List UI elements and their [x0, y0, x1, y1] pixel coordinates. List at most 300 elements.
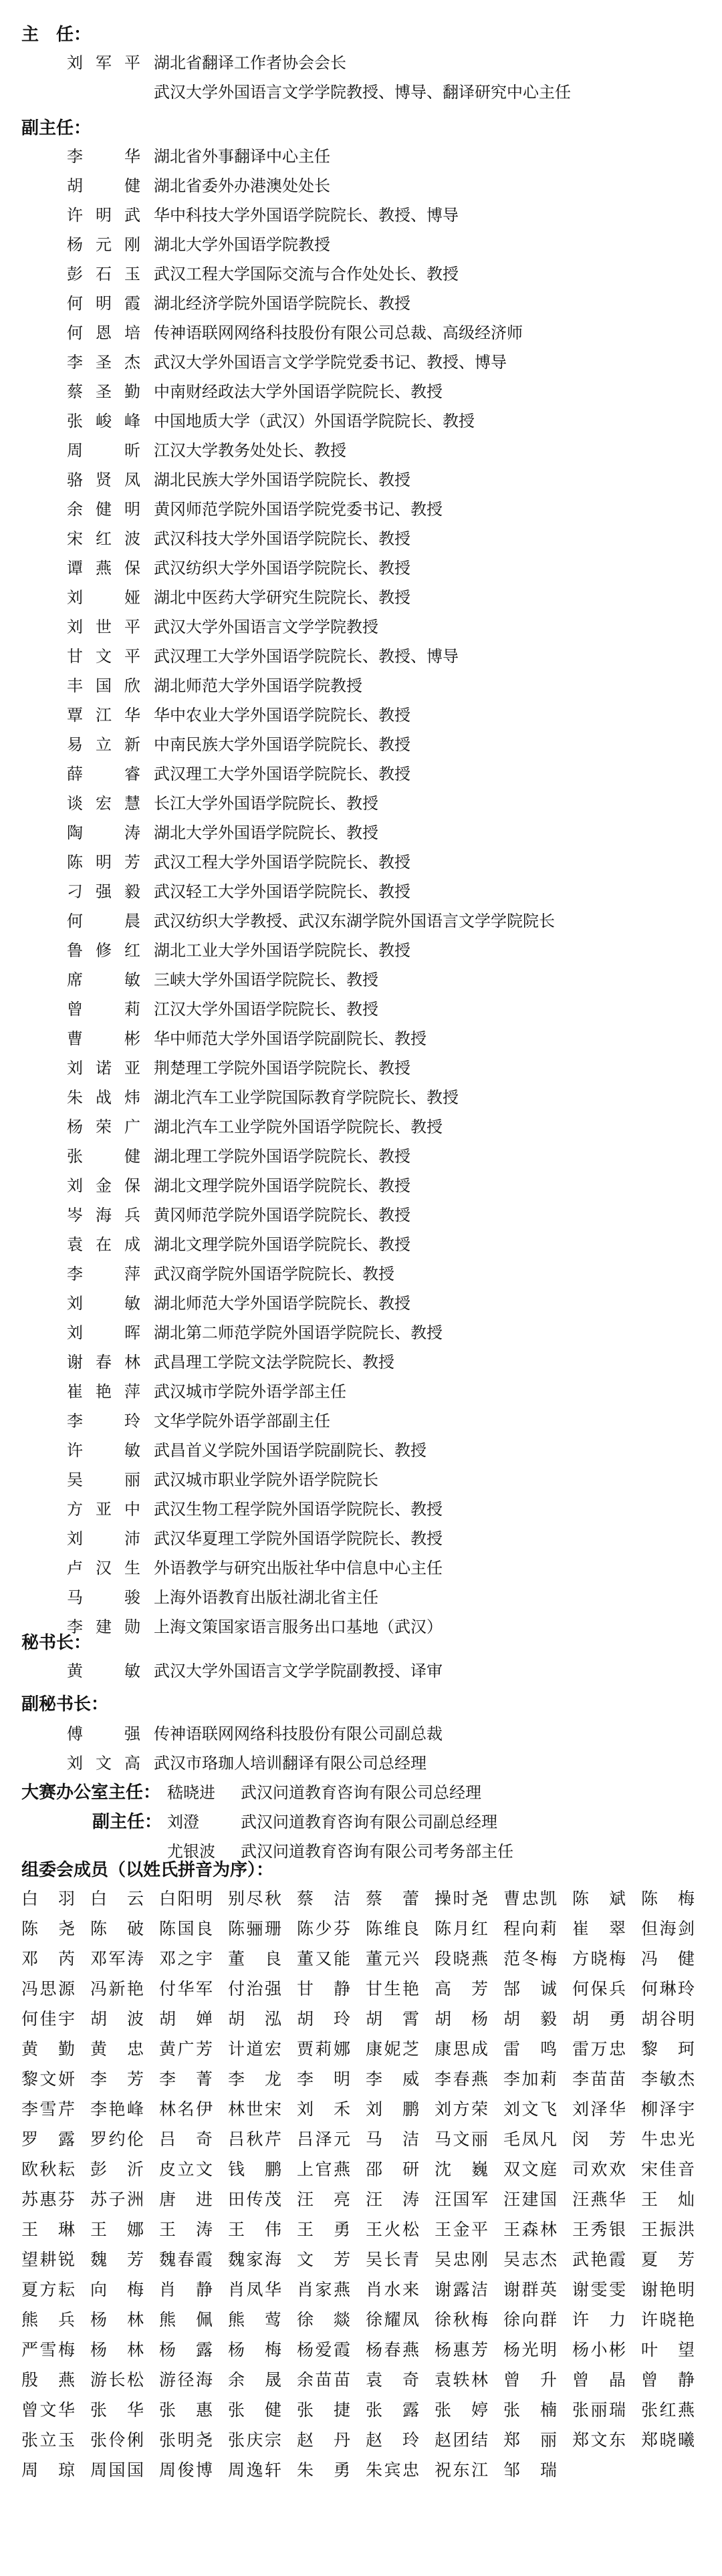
member-name: 武艳霞 [572, 2250, 626, 2269]
vice-chair-title: 华中师范大学外国语学院副院长、教授 [154, 1029, 427, 1048]
vice-chair-title: 中国地质大学（武汉）外国语学院院长、教授 [154, 412, 475, 430]
member-name: 司欢欢 [572, 2160, 626, 2179]
vice-chair-name: 丰国欣 [67, 676, 140, 695]
vice-chair-title: 武昌首义学院外国语学院副院长、教授 [154, 1441, 427, 1460]
vice-chair-name: 薛睿 [67, 765, 140, 783]
office-deputy-label: 副主任： [92, 1812, 162, 1832]
member-name: 甘生艳 [366, 1979, 419, 1999]
member-name: 胡毅 [503, 2009, 557, 2029]
member-name: 邓军涛 [90, 1949, 144, 1968]
member-name: 徐向群 [503, 2310, 557, 2329]
member-name: 徐耀凤 [366, 2310, 419, 2329]
member-name: 赵丹 [297, 2430, 350, 2450]
deputy-secretary-row [0, 1749, 722, 1778]
member-name: 曾静 [641, 2370, 695, 2390]
member-name: 熊佩 [159, 2310, 213, 2329]
member-name: 彭沂 [90, 2160, 144, 2179]
member-name: 曾晶 [572, 2370, 626, 2390]
vice-chair-name: 张健 [67, 1147, 140, 1166]
members-grid [21, 1884, 710, 2485]
member-name: 张楠 [503, 2400, 557, 2420]
member-name: 张庆宗 [228, 2430, 281, 2450]
member-name: 胡玲 [297, 2009, 350, 2029]
member-name: 贾莉娜 [297, 2039, 350, 2059]
vice-chair-name: 袁在成 [67, 1235, 140, 1254]
member-name: 崔翠 [572, 1919, 626, 1938]
member-name: 陈维良 [366, 1919, 419, 1938]
member-name: 游长松 [90, 2370, 144, 2390]
vice-chair-name: 陈明芳 [67, 853, 140, 872]
vice-chair-row [0, 318, 722, 348]
vice-chair-title: 中南民族大学外国语学院院长、教授 [154, 735, 410, 754]
member-name: 肖静 [159, 2280, 213, 2299]
member-name: 黄勤 [21, 2039, 75, 2059]
vice-chair-title: 武汉商学院外国语学院院长、教授 [154, 1265, 394, 1283]
vice-chair-row [0, 289, 722, 318]
member-name: 董良 [228, 1949, 281, 1968]
member-name: 胡谷明 [641, 2009, 695, 2029]
secretary-general-title: 武汉大学外国语言文学学院副教授、译审 [154, 1662, 443, 1680]
vice-chair-row [0, 1524, 722, 1553]
vice-chair-row [0, 553, 722, 583]
deputy-secretary-title: 传神语联网网络科技股份有限公司副总裁 [154, 1724, 443, 1743]
member-name: 杨惠芳 [435, 2340, 488, 2359]
member-name: 余苗苗 [297, 2370, 350, 2390]
member-name: 王勇 [297, 2220, 350, 2239]
member-name: 白云 [90, 1889, 144, 1908]
member-name: 王娜 [90, 2220, 144, 2239]
vice-chair-row [0, 171, 722, 201]
member-name: 何琳玲 [641, 1979, 695, 1999]
vice-chair-name: 何恩培 [67, 324, 140, 342]
member-name: 冯健 [641, 1949, 695, 1968]
member-name: 朱宾忠 [366, 2460, 419, 2480]
vice-chair-title: 荆楚理工学院外国语学院院长、教授 [154, 1059, 410, 1077]
vice-chair-title: 湖北文理学院外国语学院院长、教授 [154, 1176, 410, 1195]
member-name: 刘文飞 [503, 2099, 557, 2119]
vice-chair-row [0, 1171, 722, 1200]
member-name: 祝东江 [435, 2460, 488, 2480]
member-name: 张惠 [159, 2400, 213, 2420]
vice-chair-title: 武汉理工大学外国语学院院长、教授 [154, 765, 410, 783]
member-name: 毛凤凡 [503, 2130, 557, 2149]
member-name: 徐燚 [297, 2310, 350, 2329]
member-name: 杨林 [90, 2310, 144, 2329]
vice-chair-title: 黄冈师范学院外国语学院党委书记、教授 [154, 500, 443, 519]
member-name: 李龙 [228, 2069, 281, 2089]
vice-chair-title: 武汉华夏理工学院外国语学院院长、教授 [154, 1529, 443, 1548]
member-name: 赵玲 [366, 2430, 419, 2450]
vice-chair-title: 湖北第二师范学院外国语学院院长、教授 [154, 1323, 443, 1342]
member-name: 袁奇 [366, 2370, 419, 2390]
member-name: 沈巍 [435, 2160, 488, 2179]
vice-chair-row [0, 671, 722, 700]
member-name: 吕奇 [159, 2130, 213, 2149]
member-name: 李芳 [90, 2069, 144, 2089]
member-name: 甘静 [297, 1979, 350, 1999]
vice-chair-title: 江汉大学外国语学院院长、教授 [154, 1000, 378, 1019]
member-name: 曾文华 [21, 2400, 75, 2420]
member-name: 郜诚 [503, 1979, 557, 1999]
member-name: 陈梅 [641, 1889, 695, 1908]
vice-chair-name: 谢春林 [67, 1353, 140, 1372]
member-name: 张婷 [435, 2400, 488, 2420]
member-name: 胡杨 [435, 2009, 488, 2029]
vice-chair-name: 许敏 [67, 1441, 140, 1460]
member-name: 王涛 [159, 2220, 213, 2239]
vice-chair-title: 湖北汽车工业学院国际教育学院院长、教授 [154, 1088, 459, 1107]
member-name: 张立玉 [21, 2430, 75, 2450]
vice-chair-row [0, 1436, 722, 1465]
vice-chair-name: 曾莉 [67, 1000, 140, 1019]
member-name: 邹瑞 [503, 2460, 557, 2480]
member-name: 陈尧 [21, 1919, 75, 1938]
vice-chair-row [0, 759, 722, 789]
member-name: 谢露洁 [435, 2280, 488, 2299]
member-name: 夏芳 [641, 2250, 695, 2269]
member-name: 黄广芳 [159, 2039, 213, 2059]
member-name: 林世宋 [228, 2099, 281, 2119]
vice-chair-name: 方亚中 [67, 1500, 140, 1519]
vice-chair-row [0, 1230, 722, 1259]
member-name: 苏惠芬 [21, 2190, 75, 2209]
member-name: 唐进 [159, 2190, 213, 2209]
member-name: 蔡洁 [297, 1889, 350, 1908]
member-name: 方晓梅 [572, 1949, 626, 1968]
member-name: 王秀银 [572, 2220, 626, 2239]
vice-chair-title: 湖北经济学院外国语学院院长、教授 [154, 294, 410, 313]
vice-chair-title: 湖北省委外办港澳处处长 [154, 176, 330, 195]
member-name: 刘鹏 [366, 2099, 419, 2119]
member-name: 王火松 [366, 2220, 419, 2239]
vice-chair-name: 张峻峰 [67, 412, 140, 430]
member-name: 李威 [366, 2069, 419, 2089]
vice-chair-row [0, 818, 722, 848]
office-deputy-name: 尤银波 [167, 1842, 215, 1861]
member-name: 罗露 [21, 2130, 75, 2149]
member-name: 邓芮 [21, 1949, 75, 1968]
member-name: 杨林 [90, 2340, 144, 2359]
member-name: 胡泓 [228, 2009, 281, 2029]
members-heading: 组委会成员（以姓氏拼音为序）： [21, 1860, 274, 1880]
vice-chair-title: 湖北中医药大学研究生院院长、教授 [154, 588, 410, 607]
vice-chair-title: 传神语联网网络科技股份有限公司总裁、高级经济师 [154, 324, 523, 342]
member-name: 刘方荣 [435, 2099, 488, 2119]
member-name: 袁轶林 [435, 2370, 488, 2390]
vice-chair-title: 武汉城市学院外语学部主任 [154, 1382, 346, 1401]
member-name: 黎珂 [641, 2039, 695, 2059]
vice-chair-name: 刘世平 [67, 618, 140, 636]
deputy-secretary-name: 刘文高 [67, 1754, 140, 1773]
member-name: 胡波 [90, 2009, 144, 2029]
member-name: 王琳 [21, 2220, 75, 2239]
vice-chair-title: 武汉理工大学外国语学院院长、教授、博导 [154, 647, 459, 666]
member-name: 胡勇 [572, 2009, 626, 2029]
chair-row [0, 48, 722, 78]
member-name: 汪涛 [366, 2190, 419, 2209]
member-name: 严雪梅 [21, 2340, 75, 2359]
chair-title-2: 武汉大学外国语言文学学院教授、博导、翻译研究中心主任 [154, 83, 571, 102]
vice-chair-row [0, 1053, 722, 1083]
chair-row-2 [0, 78, 722, 107]
vice-chair-row [0, 730, 722, 759]
member-name: 陈破 [90, 1919, 144, 1938]
member-name: 杨光明 [503, 2340, 557, 2359]
vice-chair-title: 湖北民族大学外国语学院院长、教授 [154, 471, 410, 489]
vice-chair-row [0, 201, 722, 230]
member-name: 计道宏 [228, 2039, 281, 2059]
member-name: 吕泽元 [297, 2130, 350, 2149]
office-deputy-title: 武汉问道教育咨询有限公司考务部主任 [241, 1842, 513, 1861]
member-name: 谢雯雯 [572, 2280, 626, 2299]
vice-chair-row [0, 1083, 722, 1112]
member-name: 熊莺 [228, 2310, 281, 2329]
member-name: 白阳明 [159, 1889, 213, 1908]
member-name: 康思成 [435, 2039, 488, 2059]
member-name: 张露 [366, 2400, 419, 2420]
vice-chair-name: 余健明 [67, 500, 140, 519]
vice-chair-name: 宋红波 [67, 529, 140, 548]
member-name: 张健 [228, 2400, 281, 2420]
member-name: 范冬梅 [503, 1949, 557, 1968]
vice-chair-name: 刘晖 [67, 1323, 140, 1342]
deputy-secretary-title: 武汉市珞珈人培训翻译有限公司总经理 [154, 1754, 427, 1773]
vice-chair-name: 刁强毅 [67, 882, 140, 901]
member-name: 文芳 [297, 2250, 350, 2269]
member-name: 田传茂 [228, 2190, 281, 2209]
vice-chair-name: 卢汉生 [67, 1559, 140, 1577]
office-deputy-name: 刘澄 [167, 1813, 199, 1831]
member-name: 付华军 [159, 1979, 213, 1999]
vice-chair-title: 湖北大学外国语学院教授 [154, 235, 330, 254]
office-director-label: 大赛办公室主任： [21, 1783, 161, 1803]
member-name: 汪亮 [297, 2190, 350, 2209]
vice-chair-row [0, 1289, 722, 1318]
member-name: 胡婵 [159, 2009, 213, 2029]
vice-chair-row [0, 1553, 722, 1583]
member-name: 张捷 [297, 2400, 350, 2420]
member-name: 吴长青 [366, 2250, 419, 2269]
vice-chair-row [0, 642, 722, 671]
member-name: 余晟 [228, 2370, 281, 2390]
vice-chair-title: 湖北省外事翻译中心主任 [154, 147, 330, 166]
vice-chair-row [0, 377, 722, 406]
member-name: 熊兵 [21, 2310, 75, 2329]
member-name: 雷万忠 [572, 2039, 626, 2059]
vice-chair-name: 刘金保 [67, 1176, 140, 1195]
vice-chair-row [0, 700, 722, 730]
member-name: 马文丽 [435, 2130, 488, 2149]
member-name: 吴志杰 [503, 2250, 557, 2269]
member-name: 董元兴 [366, 1949, 419, 1968]
vice-chair-row [0, 406, 722, 436]
member-name: 别尽秋 [228, 1889, 281, 1908]
member-name: 上官燕 [297, 2160, 350, 2179]
vice-chair-name: 曹彬 [67, 1029, 140, 1048]
vice-chair-row [0, 1583, 722, 1612]
vice-chair-name: 刘沛 [67, 1529, 140, 1548]
member-name: 皮立文 [159, 2160, 213, 2179]
member-name: 陈骊珊 [228, 1919, 281, 1938]
vice-chair-row [0, 230, 722, 259]
vice-chair-title: 武汉生物工程学院外国语学院院长、教授 [154, 1500, 443, 1519]
member-name: 闵芳 [572, 2130, 626, 2149]
vice-chair-name: 谭燕保 [67, 559, 140, 577]
vice-chair-row [0, 1612, 722, 1642]
member-name: 许力 [572, 2310, 626, 2329]
member-name: 肖水来 [366, 2280, 419, 2299]
member-name: 林名伊 [159, 2099, 213, 2119]
vice-chair-name: 席敏 [67, 971, 140, 989]
vice-chair-name: 李玲 [67, 1412, 140, 1430]
vice-chair-name: 吴丽 [67, 1470, 140, 1489]
vice-chair-title: 湖北工业大学外国语学院院长、教授 [154, 941, 410, 960]
vice-chair-row [0, 1142, 722, 1171]
chair-title-1: 湖北省翻译工作者协会会长 [154, 53, 346, 72]
member-name: 郑文东 [572, 2430, 626, 2450]
member-name: 陈斌 [572, 1889, 626, 1908]
vice-chair-row [0, 1495, 722, 1524]
vice-chair-name: 鲁修红 [67, 941, 140, 960]
member-name: 杨小彬 [572, 2340, 626, 2359]
member-name: 黄忠 [90, 2039, 144, 2059]
deputy-secretary-name: 傅强 [67, 1724, 140, 1743]
vice-chair-row [0, 877, 722, 906]
vice-chair-name: 李萍 [67, 1265, 140, 1283]
vice-chair-name: 陶涛 [67, 823, 140, 842]
vice-chair-row [0, 142, 722, 171]
vice-chair-row [0, 936, 722, 965]
member-name: 陈国良 [159, 1919, 213, 1938]
vice-chair-name: 骆贤凤 [67, 471, 140, 489]
vice-chair-name: 甘文平 [67, 647, 140, 666]
member-name: 周俊博 [159, 2460, 213, 2480]
vice-chair-name: 蔡圣勤 [67, 382, 140, 401]
member-name: 黎文妍 [21, 2069, 75, 2089]
vice-chair-name: 崔艳萍 [67, 1382, 140, 1401]
chair-name: 刘军平 [67, 53, 140, 72]
member-name: 杨春燕 [366, 2340, 419, 2359]
vice-chair-name: 刘敏 [67, 1294, 140, 1313]
vice-chair-name: 朱战炜 [67, 1088, 140, 1107]
member-name: 李明 [297, 2069, 350, 2089]
member-name: 谢群英 [503, 2280, 557, 2299]
vice-chair-title: 华中科技大学外国语学院院长、教授、博导 [154, 206, 459, 225]
member-name: 邓之宇 [159, 1949, 213, 1968]
member-name: 何保兵 [572, 1979, 626, 1999]
member-name: 蔡蕾 [366, 1889, 419, 1908]
vice-chair-row [0, 436, 722, 465]
vice-chair-row [0, 789, 722, 818]
member-name: 汪国军 [435, 2190, 488, 2209]
vice-chair-title: 上海文策国家语言服务出口基地（武汉） [154, 1618, 443, 1636]
office-director-title: 武汉问道教育咨询有限公司总经理 [241, 1783, 481, 1802]
vice-chairs-heading: 副主任： [21, 118, 92, 138]
member-name: 陈月红 [435, 1919, 488, 1938]
member-name: 牛忠光 [641, 2130, 695, 2149]
member-name: 王灿 [641, 2190, 695, 2209]
member-name: 李春燕 [435, 2069, 488, 2089]
member-name: 王金平 [435, 2220, 488, 2239]
member-name: 王振洪 [641, 2220, 695, 2239]
vice-chair-title: 上海外语教育出版社湖北省主任 [154, 1588, 378, 1607]
vice-chair-title: 湖北师范大学外国语学院教授 [154, 676, 362, 695]
member-name: 魏家海 [228, 2250, 281, 2269]
member-name: 胡霄 [366, 2009, 419, 2029]
secretary-general-name: 黄敏 [67, 1662, 140, 1680]
member-name: 陈少芬 [297, 1919, 350, 1938]
vice-chair-name: 覃江华 [67, 706, 140, 725]
member-name: 曾升 [503, 2370, 557, 2390]
member-name: 周国国 [90, 2460, 144, 2480]
vice-chair-title: 江汉大学教务处处长、教授 [154, 441, 346, 460]
member-name: 宋佳音 [641, 2160, 695, 2179]
vice-chair-title: 武汉轻工大学外国语学院院长、教授 [154, 882, 410, 901]
vice-chair-title: 武汉纺织大学教授、武汉东湖学院外国语言文学学院院长 [154, 912, 555, 930]
member-name: 汪燕华 [572, 2190, 626, 2209]
vice-chair-name: 岑海兵 [67, 1206, 140, 1225]
vice-chair-name: 刘娅 [67, 588, 140, 607]
vice-chair-name: 何明霞 [67, 294, 140, 313]
member-name: 雷鸣 [503, 2039, 557, 2059]
vice-chair-row [0, 1377, 722, 1406]
vice-chair-title: 武汉工程大学国际交流与合作处处长、教授 [154, 265, 459, 283]
member-name: 何佳宇 [21, 2009, 75, 2029]
member-name: 张明尧 [159, 2430, 213, 2450]
deputy-secretary-row [0, 1719, 722, 1749]
office-deputy-title: 武汉问道教育咨询有限公司副总经理 [241, 1813, 497, 1831]
office-director-name: 嵇晓进 [167, 1783, 215, 1802]
vice-chair-title: 文华学院外语学部副主任 [154, 1412, 330, 1430]
vice-chair-name: 杨荣广 [67, 1118, 140, 1136]
member-name: 夏方耘 [21, 2280, 75, 2299]
vice-chair-name: 周昕 [67, 441, 140, 460]
vice-chair-title: 武汉大学外国语言文学学院教授 [154, 618, 378, 636]
member-name: 殷燕 [21, 2370, 75, 2390]
vice-chair-row [0, 612, 722, 642]
vice-chair-name: 何晨 [67, 912, 140, 930]
member-name: 罗约伦 [90, 2130, 144, 2149]
member-name: 李苗苗 [572, 2069, 626, 2089]
member-name: 张伶俐 [90, 2430, 144, 2450]
vice-chair-row [0, 1200, 722, 1230]
secretary-general-heading: 秘书长： [21, 1633, 92, 1653]
secretary-general-row [0, 1656, 722, 1686]
member-name: 但海剑 [641, 1919, 695, 1938]
vice-chair-name: 刘诺亚 [67, 1059, 140, 1077]
member-name: 高芳 [435, 1979, 488, 1999]
chair-heading: 主 任： [21, 25, 92, 45]
member-name: 刘禾 [297, 2099, 350, 2119]
vice-chair-row [0, 1112, 722, 1142]
vice-chair-row [0, 906, 722, 936]
member-name: 欧秋耘 [21, 2160, 75, 2179]
vice-chair-title: 华中农业大学外国语学院院长、教授 [154, 706, 410, 725]
member-name: 董又能 [297, 1949, 350, 1968]
member-name: 苏子洲 [90, 2190, 144, 2209]
member-name: 李雪芹 [21, 2099, 75, 2119]
vice-chair-title: 武汉城市职业学院外语学院院长 [154, 1470, 378, 1489]
member-name: 双文庭 [503, 2160, 557, 2179]
member-name: 张红燕 [641, 2400, 695, 2420]
vice-chair-title: 湖北师范大学外国语学院院长、教授 [154, 1294, 410, 1313]
member-name: 郑晓曦 [641, 2430, 695, 2450]
vice-chair-row [0, 1465, 722, 1495]
member-name: 刘泽华 [572, 2099, 626, 2119]
vice-chair-title: 湖北大学外国语学院院长、教授 [154, 823, 378, 842]
member-name: 杨爱霞 [297, 2340, 350, 2359]
member-name: 魏春霞 [159, 2250, 213, 2269]
